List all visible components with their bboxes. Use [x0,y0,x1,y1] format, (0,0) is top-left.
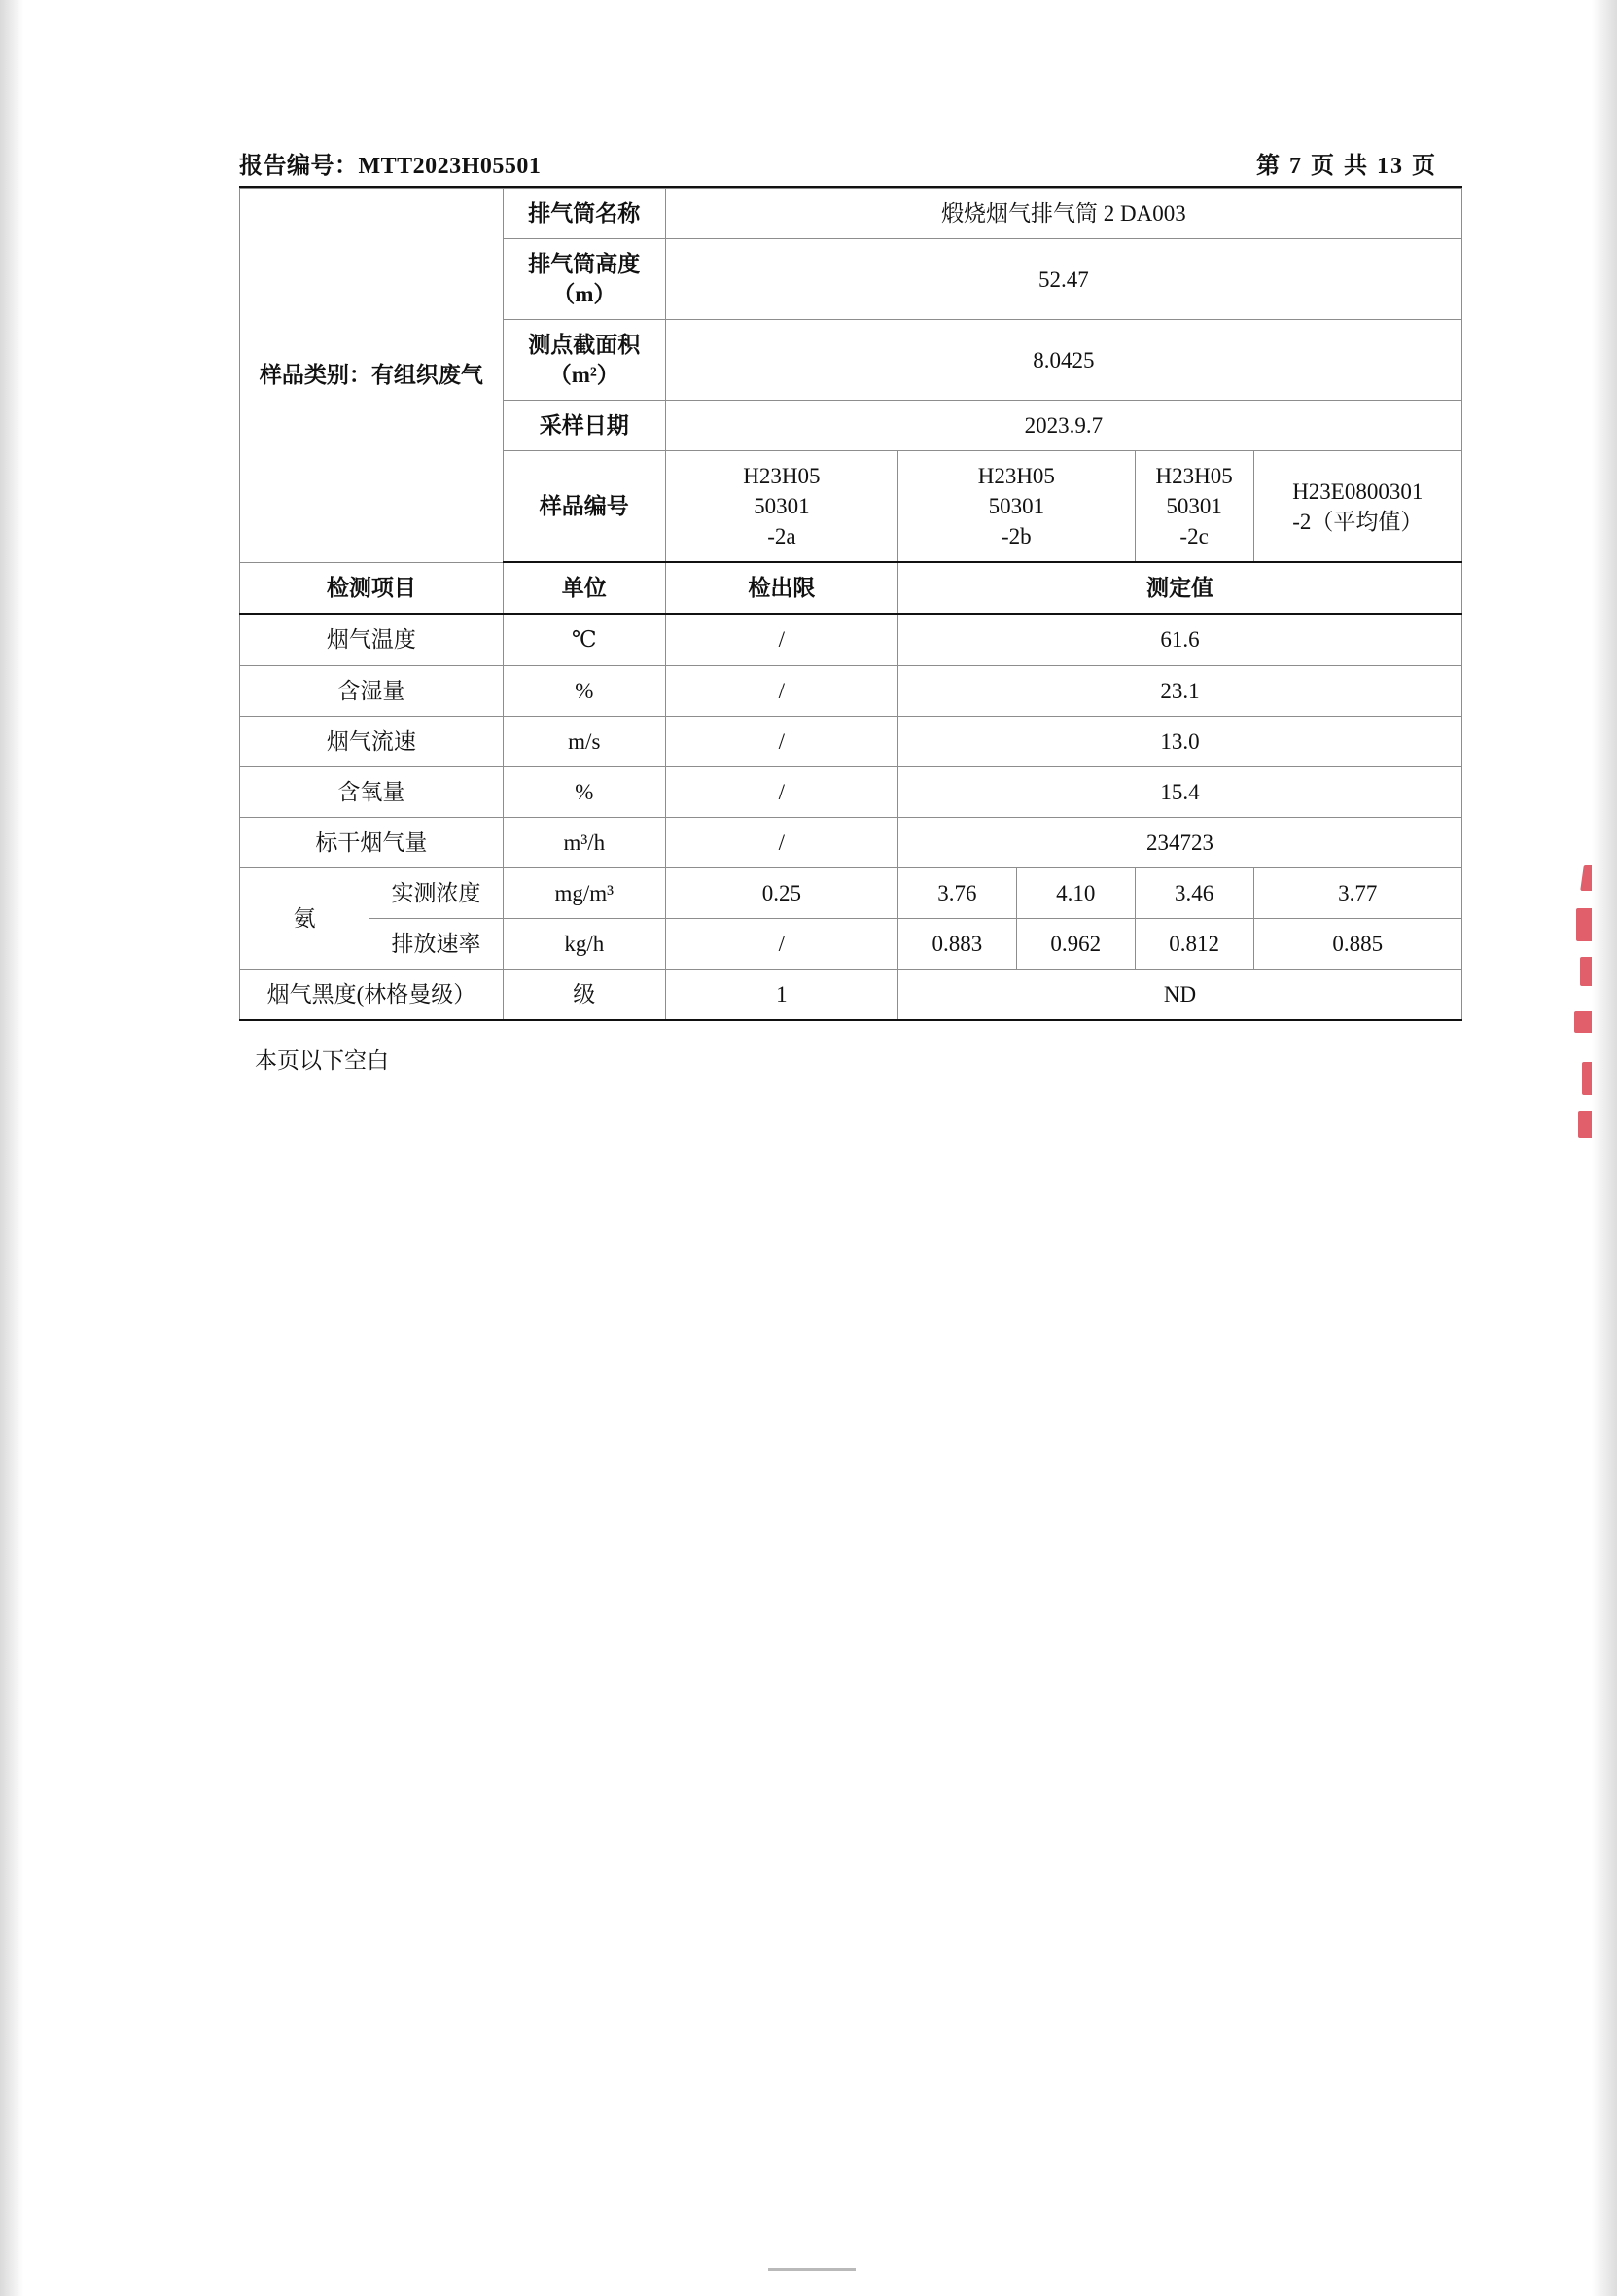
table-row [240,665,1462,716]
row-unit: m³/h [503,817,665,867]
row-unit: kg/h [503,918,665,969]
row-item: 烟气黑度(林格曼级） [240,969,504,1020]
sample-number-3 [1135,451,1253,563]
row-item: 烟气温度 [240,614,504,665]
row-item: 含湿量 [240,665,504,716]
row-item: 排放速率 [369,918,504,969]
document-header [239,146,1462,186]
sample-number-2-line2: 50301 [988,494,1045,519]
row-unit: mg/m³ [503,867,665,918]
page-number: 第 7 页 共 13 页 [1256,154,1437,179]
red-stamp-fragment [1568,856,1607,1167]
table-row [240,766,1462,817]
row-value: 23.1 [897,665,1461,716]
row-limit: / [665,817,897,867]
group-label-ammonia: 氨 [240,867,369,969]
row-value-3: 0.812 [1135,918,1253,969]
row-value-avg: 0.885 [1253,918,1461,969]
row-value-3: 3.46 [1135,867,1253,918]
row-value-avg: 3.77 [1253,867,1461,918]
stack-name-label: 排气筒名称 [503,189,665,239]
table-row [240,918,1462,969]
sample-number-1 [665,451,897,563]
table-header-row [240,562,1462,614]
table-row [240,716,1462,766]
row-value-1: 0.883 [897,918,1016,969]
sample-number-3-line1: H23H05 [1155,464,1233,489]
row-value-1: 3.76 [897,867,1016,918]
stack-height-value: 52.47 [665,239,1461,320]
row-item: 含氧量 [240,766,504,817]
row-item: 实测浓度 [369,867,504,918]
table-row [240,867,1462,918]
sampling-date-label: 采样日期 [503,401,665,451]
row-value-2: 0.962 [1016,918,1135,969]
sample-number-4-line1: H23E0800301 [1292,478,1424,504]
table-row [240,817,1462,867]
row-limit: / [665,716,897,766]
row-limit: / [665,614,897,665]
row-unit: % [503,665,665,716]
sample-number-1-line2: 50301 [754,494,810,519]
page-bottom-mark [768,2268,856,2271]
sample-number-1-line3: -2a [767,524,796,549]
row-value: ND [897,969,1461,1020]
row-limit: 0.25 [665,867,897,918]
row-item: 标干烟气量 [240,817,504,867]
row-unit: % [503,766,665,817]
sample-number-3-line3: -2c [1179,524,1209,549]
table-row [240,969,1462,1020]
page-content [239,146,1462,1075]
row-value-2: 4.10 [1016,867,1135,918]
row-value: 234723 [897,817,1461,867]
row-limit: 1 [665,969,897,1020]
sample-number-label: 样品编号 [503,451,665,563]
report-number: 报告编号：MTT2023H05501 [239,154,542,179]
stack-height-label: 排气筒高度（m） [503,239,665,320]
sample-number-2-line3: -2b [1001,524,1032,549]
section-area-value: 8.0425 [665,320,1461,401]
sample-number-1-line1: H23H05 [743,464,821,489]
sample-category-cell: 样品类别：有组织废气 [240,189,504,563]
sampling-date-value: 2023.9.7 [665,401,1461,451]
sample-number-4 [1253,451,1461,563]
row-unit: ℃ [503,614,665,665]
row-value: 61.6 [897,614,1461,665]
row-unit: 级 [503,969,665,1020]
table-row [240,614,1462,665]
stack-name-value: 煅烧烟气排气筒 2 DA003 [665,189,1461,239]
sample-number-3-line2: 50301 [1166,494,1222,519]
test-report-table [239,188,1462,1021]
row-value: 13.0 [897,716,1461,766]
row-limit: / [665,766,897,817]
header-unit: 单位 [503,562,665,614]
header-measured-value: 测定值 [897,562,1461,614]
sample-number-2 [897,451,1135,563]
header-item: 检测项目 [240,562,504,614]
sample-number-2-line1: H23H05 [977,464,1055,489]
header-detection-limit: 检出限 [665,562,897,614]
row-value: 15.4 [897,766,1461,817]
row-limit: / [665,665,897,716]
sample-number-4-line2: -2（平均值） [1292,509,1424,534]
row-item: 烟气流速 [240,716,504,766]
section-area-label: 测点截面积（m²） [503,320,665,401]
row-unit: m/s [503,716,665,766]
footer-note: 本页以下空白 [255,1047,389,1074]
row-limit: / [665,918,897,969]
table-row [240,189,1462,239]
